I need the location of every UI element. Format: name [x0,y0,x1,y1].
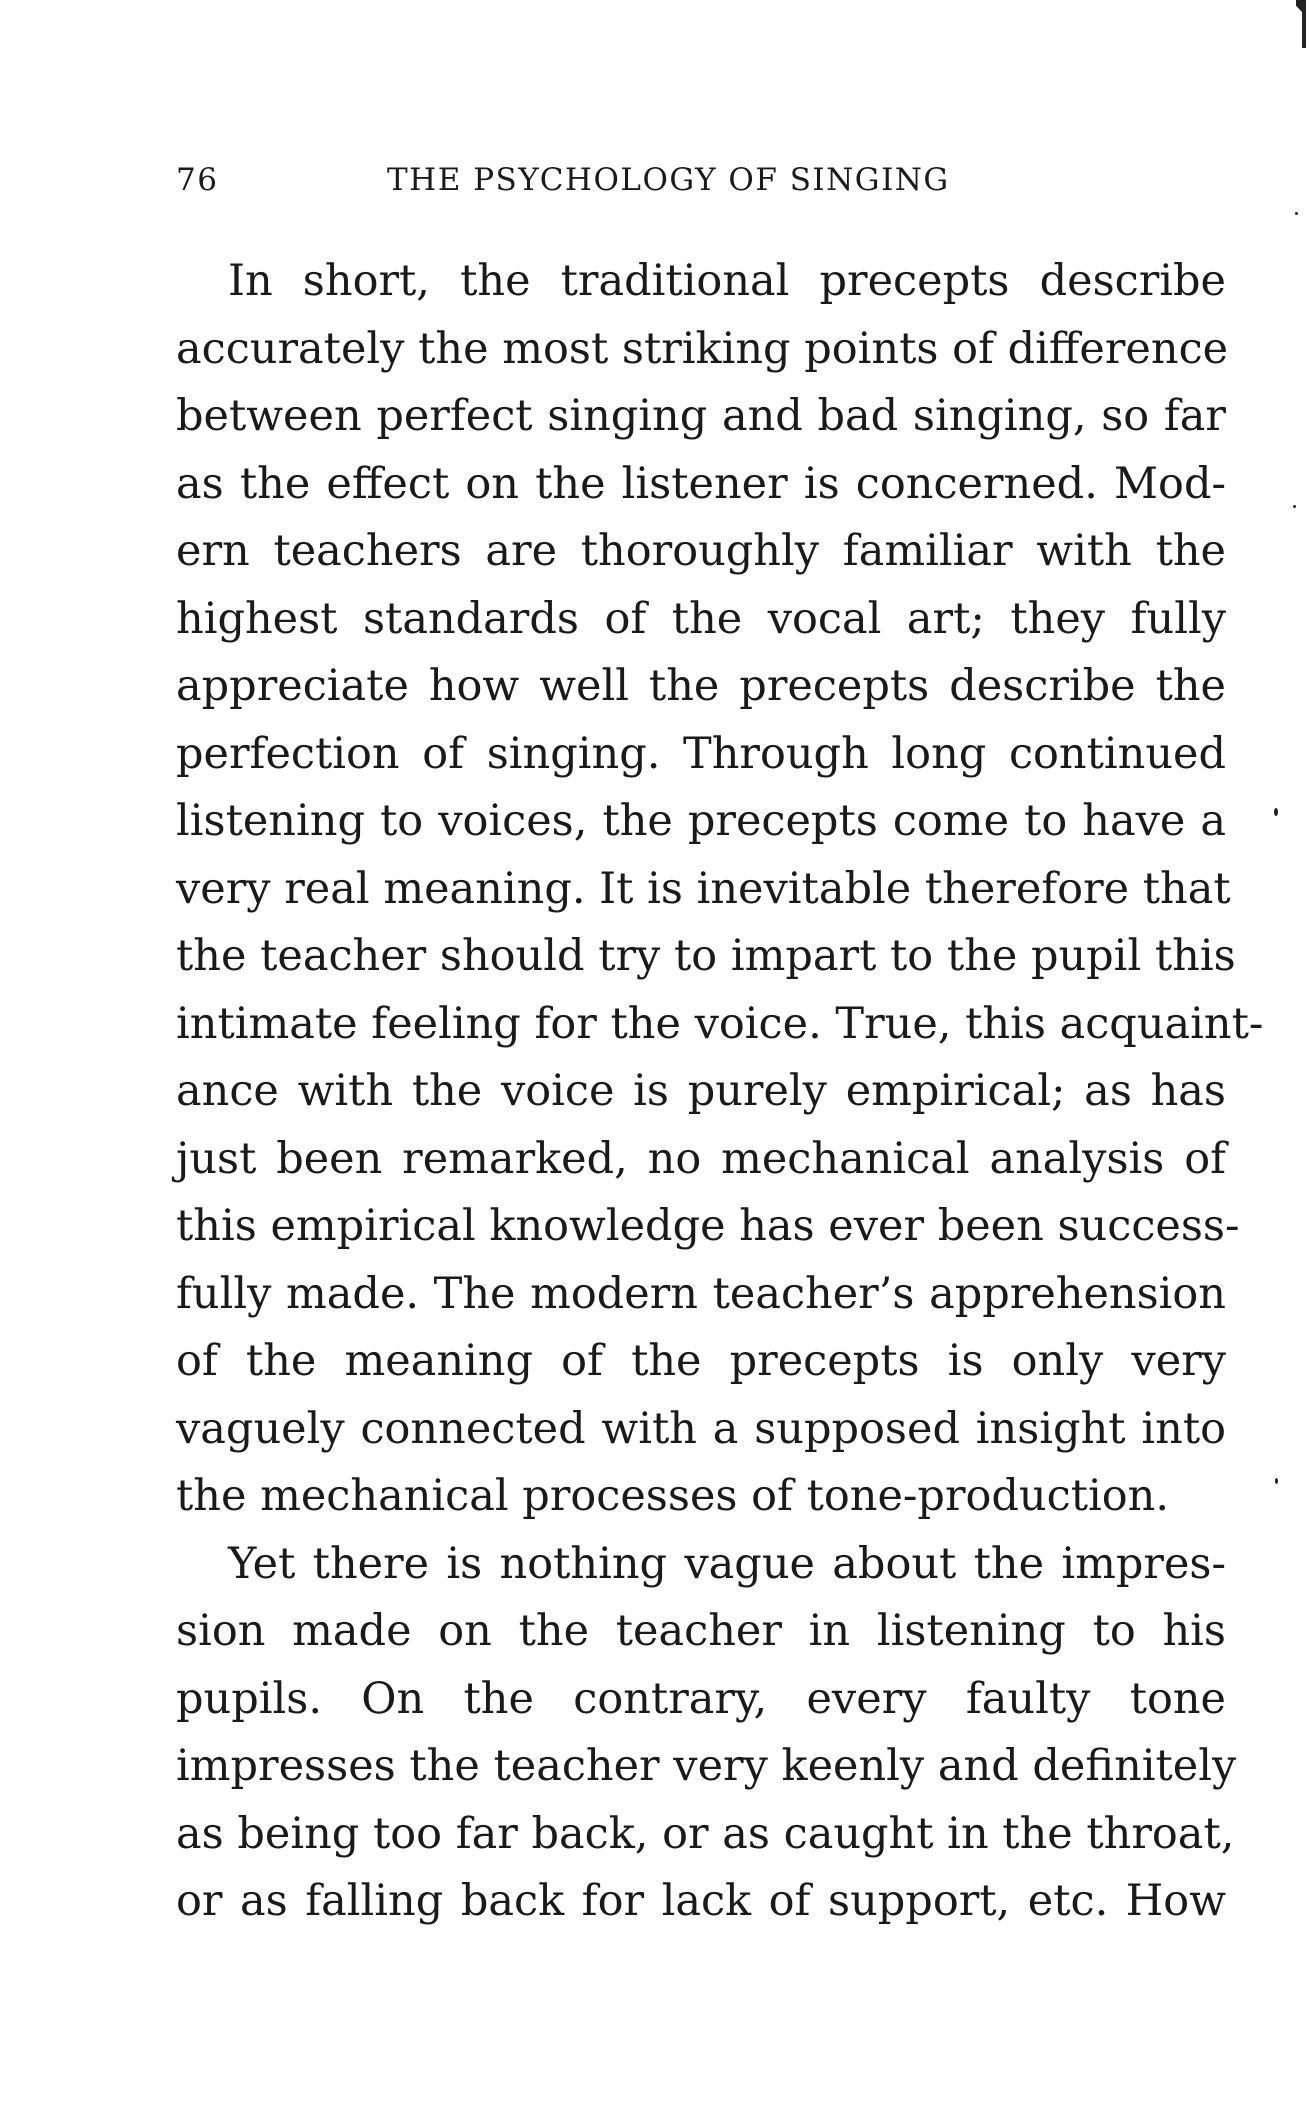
text-line: as the effect on the listener is concerned. Mod- [176,458,1226,509]
text-line: perfection of singing. Through long continued [176,728,1226,779]
text-line: just been remarked, no mechanical analysis of [176,1133,1226,1184]
text-line: ance with the voice is purely empirical; as has [176,1066,1226,1116]
scan-speck [1293,505,1296,508]
page-number: 76 [176,162,219,198]
running-head [176,162,1226,202]
text-line: appreciate how well the precepts describe the [176,661,1226,711]
text-line: of the meaning of the precepts is only very [176,1336,1226,1386]
text-line: impresses the teacher very keenly and definitely [176,1741,1237,1791]
text-line: pupils. On the contrary, every faulty tone [176,1673,1226,1724]
text-line: sion made on the teacher in listening to his [176,1606,1226,1656]
text-line: highest standards of the vocal art; they fully [176,593,1226,644]
scan-speck [1295,212,1298,215]
text-line: vaguely connected with a supposed insight into [176,1403,1226,1454]
paragraph [176,248,1264,1531]
running-title: THE PSYCHOLOGY OF SINGING [387,162,950,198]
text-line: intimate feeling for the voice. True, this acquaint- [176,998,1264,1049]
text-line: fully made. The modern teacher’s apprehension [176,1268,1226,1319]
text-line: very real meaning. It is inevitable therefore that [176,863,1231,914]
text-line: accurately the most striking points of difference [176,323,1229,374]
text-line: between perfect singing and bad singing, so far [176,391,1226,441]
text-line: Yet there is nothing vague about the impres- [228,1538,1226,1589]
text-line: as being too far back, or as caught in the throat, [176,1808,1235,1859]
scan-speck [1275,1478,1278,1484]
text-line: this empirical knowledge has ever been success- [176,1201,1240,1251]
text-line: the mechanical processes of tone-production. [176,1471,1169,1521]
text-line: In short, the traditional precepts describe [228,256,1226,306]
text-line: or as falling back for lack of support, etc. How [176,1876,1226,1926]
scan-edge-mark [1296,0,1306,48]
text-line: the teacher should try to impart to the pupil this [176,931,1236,981]
text-line: listening to voices, the precepts come to have a [176,796,1226,846]
body-text [176,248,1264,1936]
paragraph [176,1531,1237,1936]
text-line: ern teachers are thoroughly familiar with the [176,526,1226,576]
scan-speck [1274,808,1278,816]
